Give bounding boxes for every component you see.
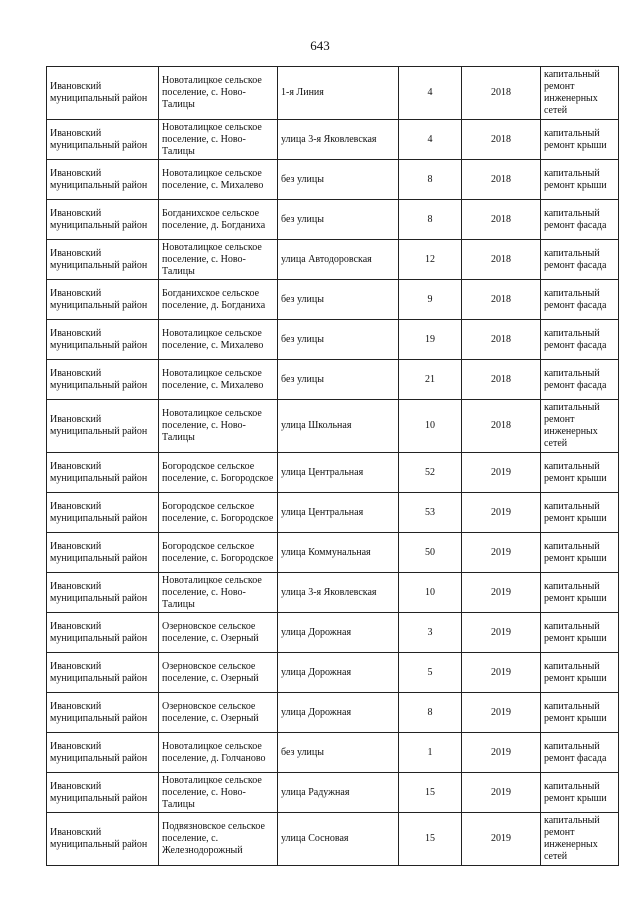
year-cell: 2018 xyxy=(462,240,541,280)
settlement-cell: Богородское сельское поселение, с. Богородское xyxy=(159,493,278,533)
work-type-cell: капитальный ремонт фасада xyxy=(541,320,619,360)
house-number-cell: 3 xyxy=(399,613,462,653)
year-cell: 2019 xyxy=(462,533,541,573)
work-type-cell: капитальный ремонт фасада xyxy=(541,280,619,320)
settlement-cell: Богородское сельское поселение, с. Богородское xyxy=(159,453,278,493)
year-cell: 2018 xyxy=(462,120,541,160)
street-cell: без улицы xyxy=(278,200,399,240)
work-type-cell: капитальный ремонт крыши xyxy=(541,120,619,160)
district-cell: Ивановский муниципальный район xyxy=(47,773,159,813)
table-row xyxy=(47,613,619,653)
settlement-cell: Новоталицкое сельское поселение, с. Михалево xyxy=(159,160,278,200)
settlement-cell: Новоталицкое сельское поселение, с. Ново-Талицы xyxy=(159,240,278,280)
year-cell: 2018 xyxy=(462,160,541,200)
settlement-cell: Новоталицкое сельское поселение, с. Михалево xyxy=(159,320,278,360)
work-type-cell: капитальный ремонт крыши xyxy=(541,453,619,493)
table-row xyxy=(47,67,619,120)
settlement-cell: Новоталицкое сельское поселение, с. Михалево xyxy=(159,360,278,400)
year-cell: 2019 xyxy=(462,573,541,613)
work-type-cell: капитальный ремонт крыши xyxy=(541,653,619,693)
year-cell: 2019 xyxy=(462,773,541,813)
district-cell: Ивановский муниципальный район xyxy=(47,733,159,773)
table-row xyxy=(47,240,619,280)
district-cell: Ивановский муниципальный район xyxy=(47,693,159,733)
house-number-cell: 15 xyxy=(399,773,462,813)
year-cell: 2018 xyxy=(462,280,541,320)
house-number-cell: 8 xyxy=(399,160,462,200)
table-row xyxy=(47,453,619,493)
district-cell: Ивановский муниципальный район xyxy=(47,320,159,360)
street-cell: улица Центральная xyxy=(278,493,399,533)
settlement-cell: Богородское сельское поселение, с. Богородское xyxy=(159,533,278,573)
year-cell: 2019 xyxy=(462,693,541,733)
work-type-cell: капитальный ремонт крыши xyxy=(541,693,619,733)
street-cell: без улицы xyxy=(278,360,399,400)
work-type-cell: капитальный ремонт крыши xyxy=(541,573,619,613)
settlement-cell: Новоталицкое сельское поселение, с. Ново-Талицы xyxy=(159,573,278,613)
street-cell: улица Центральная xyxy=(278,453,399,493)
work-type-cell: капитальный ремонт фасада xyxy=(541,733,619,773)
work-type-cell: капитальный ремонт крыши xyxy=(541,493,619,533)
table-row xyxy=(47,653,619,693)
street-cell: улица Автодоровская xyxy=(278,240,399,280)
table-row xyxy=(47,573,619,613)
house-number-cell: 8 xyxy=(399,200,462,240)
house-number-cell: 9 xyxy=(399,280,462,320)
year-cell: 2019 xyxy=(462,613,541,653)
work-type-cell: капитальный ремонт инженерных сетей xyxy=(541,400,619,453)
district-cell: Ивановский муниципальный район xyxy=(47,400,159,453)
house-number-cell: 4 xyxy=(399,67,462,120)
street-cell: улица 3-я Яковлевская xyxy=(278,120,399,160)
year-cell: 2018 xyxy=(462,320,541,360)
house-number-cell: 50 xyxy=(399,533,462,573)
year-cell: 2019 xyxy=(462,653,541,693)
street-cell: без улицы xyxy=(278,160,399,200)
table-row xyxy=(47,280,619,320)
settlement-cell: Новоталицкое сельское поселение, д. Голчаново xyxy=(159,733,278,773)
settlement-cell: Озерновское сельское поселение, с. Озерный xyxy=(159,693,278,733)
table-row xyxy=(47,400,619,453)
settlement-cell: Новоталицкое сельское поселение, с. Ново-Талицы xyxy=(159,773,278,813)
house-number-cell: 8 xyxy=(399,693,462,733)
work-type-cell: капитальный ремонт инженерных сетей xyxy=(541,67,619,120)
district-cell: Ивановский муниципальный район xyxy=(47,573,159,613)
street-cell: без улицы xyxy=(278,733,399,773)
house-number-cell: 10 xyxy=(399,573,462,613)
district-cell: Ивановский муниципальный район xyxy=(47,813,159,866)
house-number-cell: 15 xyxy=(399,813,462,866)
table-row xyxy=(47,693,619,733)
house-number-cell: 5 xyxy=(399,653,462,693)
work-type-cell: капитальный ремонт крыши xyxy=(541,613,619,653)
house-number-cell: 52 xyxy=(399,453,462,493)
table-row xyxy=(47,533,619,573)
settlement-cell: Озерновское сельское поселение, с. Озерный xyxy=(159,653,278,693)
page-number: 643 xyxy=(310,38,330,53)
district-cell: Ивановский муниципальный район xyxy=(47,613,159,653)
table-row xyxy=(47,320,619,360)
street-cell: без улицы xyxy=(278,320,399,360)
street-cell: без улицы xyxy=(278,280,399,320)
district-cell: Ивановский муниципальный район xyxy=(47,200,159,240)
year-cell: 2019 xyxy=(462,813,541,866)
table-row xyxy=(47,733,619,773)
table-row xyxy=(47,773,619,813)
street-cell: улица Дорожная xyxy=(278,693,399,733)
house-number-cell: 10 xyxy=(399,400,462,453)
street-cell: улица Коммунальная xyxy=(278,533,399,573)
district-cell: Ивановский муниципальный район xyxy=(47,160,159,200)
work-type-cell: капитальный ремонт фасада xyxy=(541,240,619,280)
table-row xyxy=(47,200,619,240)
year-cell: 2019 xyxy=(462,493,541,533)
year-cell: 2019 xyxy=(462,453,541,493)
year-cell: 2018 xyxy=(462,67,541,120)
house-number-cell: 1 xyxy=(399,733,462,773)
house-number-cell: 12 xyxy=(399,240,462,280)
settlement-cell: Богданихское сельское поселение, д. Богданиха xyxy=(159,200,278,240)
house-number-cell: 21 xyxy=(399,360,462,400)
street-cell: улица Дорожная xyxy=(278,613,399,653)
year-cell: 2018 xyxy=(462,400,541,453)
street-cell: улица 3-я Яковлевская xyxy=(278,573,399,613)
table-row xyxy=(47,360,619,400)
district-cell: Ивановский муниципальный район xyxy=(47,360,159,400)
work-type-cell: капитальный ремонт крыши xyxy=(541,160,619,200)
district-cell: Ивановский муниципальный район xyxy=(47,280,159,320)
year-cell: 2019 xyxy=(462,733,541,773)
work-type-cell: капитальный ремонт инженерных сетей xyxy=(541,813,619,866)
street-cell: 1-я Линия xyxy=(278,67,399,120)
work-type-cell: капитальный ремонт крыши xyxy=(541,533,619,573)
street-cell: улица Сосновая xyxy=(278,813,399,866)
year-cell: 2018 xyxy=(462,360,541,400)
street-cell: улица Дорожная xyxy=(278,653,399,693)
district-cell: Ивановский муниципальный район xyxy=(47,120,159,160)
table-row xyxy=(47,813,619,866)
settlement-cell: Озерновское сельское поселение, с. Озерный xyxy=(159,613,278,653)
street-cell: улица Школьная xyxy=(278,400,399,453)
settlement-cell: Новоталицкое сельское поселение, с. Ново-Талицы xyxy=(159,400,278,453)
district-cell: Ивановский муниципальный район xyxy=(47,453,159,493)
work-type-cell: капитальный ремонт фасада xyxy=(541,360,619,400)
work-type-cell: капитальный ремонт крыши xyxy=(541,773,619,813)
district-cell: Ивановский муниципальный район xyxy=(47,240,159,280)
table-row xyxy=(47,120,619,160)
house-number-cell: 19 xyxy=(399,320,462,360)
district-cell: Ивановский муниципальный район xyxy=(47,493,159,533)
settlement-cell: Богданихское сельское поселение, д. Богданиха xyxy=(159,280,278,320)
house-number-cell: 53 xyxy=(399,493,462,533)
housing-repair-table xyxy=(46,66,619,866)
district-cell: Ивановский муниципальный район xyxy=(47,533,159,573)
table-row xyxy=(47,160,619,200)
district-cell: Ивановский муниципальный район xyxy=(47,67,159,120)
settlement-cell: Новоталицкое сельское поселение, с. Ново-Талицы xyxy=(159,120,278,160)
year-cell: 2018 xyxy=(462,200,541,240)
work-type-cell: капитальный ремонт фасада xyxy=(541,200,619,240)
street-cell: улица Радужная xyxy=(278,773,399,813)
settlement-cell: Подвязновское сельское поселение, с. Железнодорожный xyxy=(159,813,278,866)
district-cell: Ивановский муниципальный район xyxy=(47,653,159,693)
house-number-cell: 4 xyxy=(399,120,462,160)
table-row xyxy=(47,493,619,533)
settlement-cell: Новоталицкое сельское поселение, с. Ново-Талицы xyxy=(159,67,278,120)
